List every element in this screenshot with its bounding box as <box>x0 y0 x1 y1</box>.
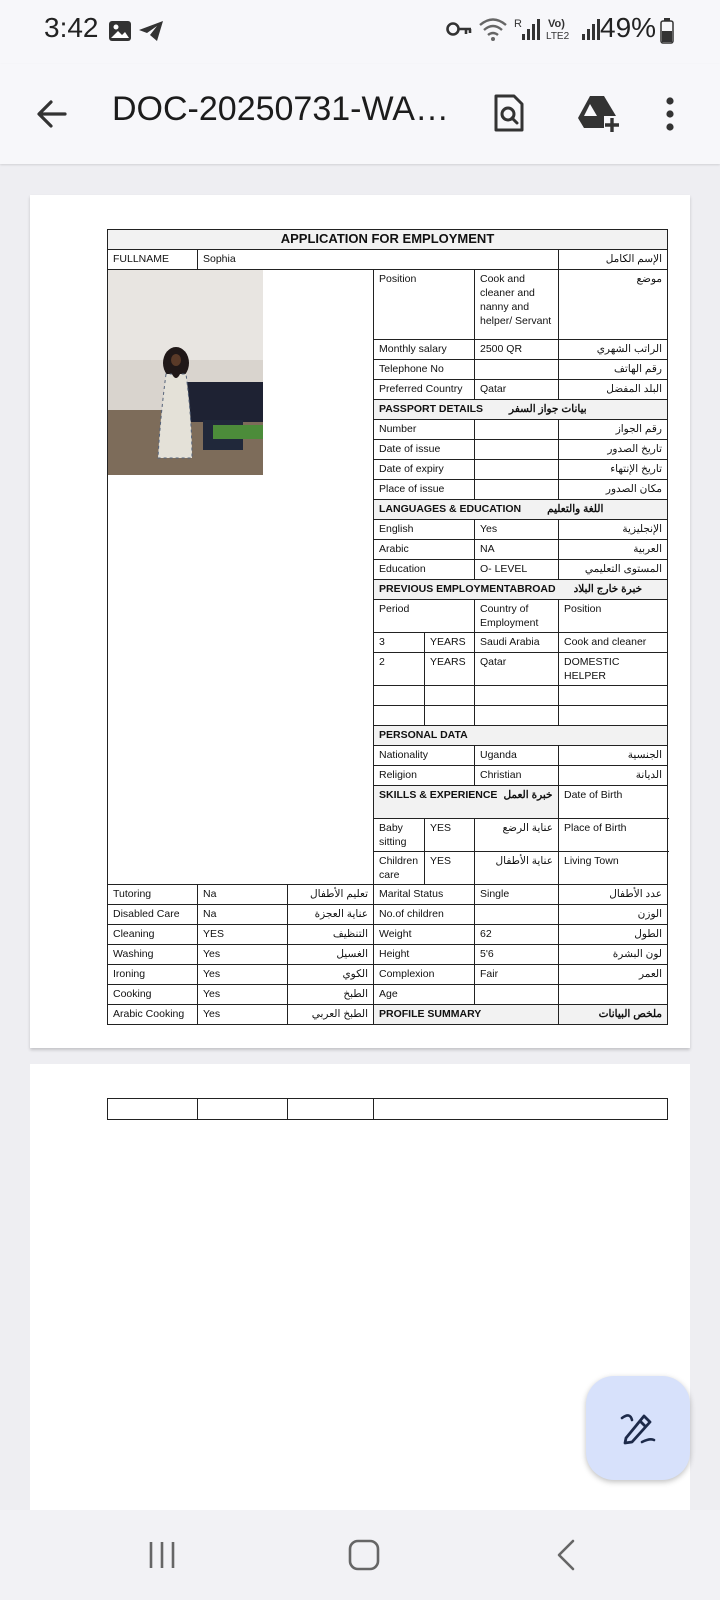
salary-label: Monthly salary <box>374 340 475 360</box>
passport-row-label: Date of expiry <box>374 460 475 480</box>
skills-section-header <box>374 786 559 819</box>
skills-title: SKILLS & EXPERIENCE <box>379 789 498 801</box>
language-row-value: NA <box>475 540 559 560</box>
personal-row-label: Place of Birth <box>559 819 668 852</box>
fullname-label: FULLNAME <box>108 250 198 270</box>
passport-row-label: Place of issue <box>374 480 475 500</box>
personal-row-value <box>475 905 559 925</box>
fullname-ar: الإسم الكامل <box>559 250 668 270</box>
personal-data-section-header: PERSONAL DATA <box>374 726 668 746</box>
personal-row-label: Weight <box>374 925 475 945</box>
personal-row-ar: لون البشرة <box>559 945 668 965</box>
empty-cell <box>559 686 668 706</box>
personal-row-ar: الديانة <box>559 766 668 786</box>
personal-row-value: 62 <box>475 925 559 945</box>
languages-title: LANGUAGES & EDUCATION <box>379 503 522 515</box>
skill-label: Washing <box>108 945 198 965</box>
employment-form-table <box>107 229 668 1025</box>
previous-employment-title: PREVIOUS EMPLOYMENTABROAD <box>379 583 556 595</box>
personal-row-label: Height <box>374 945 475 965</box>
skill-ar: الكوي <box>288 965 374 985</box>
employment-country: Qatar <box>475 653 559 686</box>
svg-text:Vo): Vo) <box>548 18 565 30</box>
edit-pen-icon <box>620 1410 656 1446</box>
back-button[interactable] <box>24 86 80 142</box>
personal-row-ar: الجنسية <box>559 746 668 766</box>
personal-row-label: Religion <box>374 766 475 786</box>
fullname-value: Sophia <box>198 250 559 270</box>
salary-ar: الراتب الشهري <box>559 340 668 360</box>
skill-ar: تعليم الأطفال <box>288 885 374 905</box>
period-unit: YEARS <box>425 653 475 686</box>
chevron-left-icon <box>554 1538 578 1572</box>
skill-label: Cleaning <box>108 925 198 945</box>
skill-label: Baby sitting <box>374 819 425 852</box>
language-row-ar: المستوى التعليمي <box>559 560 668 580</box>
recent-apps-button[interactable] <box>132 1530 192 1580</box>
arrow-left-icon <box>35 97 69 131</box>
document-title: DOC-20250731-WA… <box>112 90 449 128</box>
personal-row-ar <box>559 985 668 1005</box>
period-number: 3 <box>374 633 425 653</box>
position-value: Cook and cleaner and nanny and helper/ Servant <box>475 270 559 340</box>
skill-value: Na <box>198 885 288 905</box>
personal-row-value: 5'6 <box>475 945 559 965</box>
skill-label: Ironing <box>108 965 198 985</box>
passport-row-ar: تاريخ الإنتهاء <box>559 460 668 480</box>
skill-ar: عناية العجزة <box>288 905 374 925</box>
svg-text:LTE2: LTE2 <box>546 31 570 42</box>
passport-row-label: Date of issue <box>374 440 475 460</box>
passport-title-ar: بيانات جواز السفر <box>509 403 587 415</box>
employment-country: Saudi Arabia <box>475 633 559 653</box>
skill-ar: التنظيف <box>288 925 374 945</box>
empty-cell <box>374 1099 668 1120</box>
passport-row-label: Number <box>374 420 475 440</box>
telephone-value <box>475 360 559 380</box>
more-options-button[interactable] <box>650 86 690 142</box>
empty-cell <box>425 686 475 706</box>
preferred-country-value: Qatar <box>475 380 559 400</box>
more-vert-icon <box>665 96 675 132</box>
passport-row-value <box>475 460 559 480</box>
skill-value: Yes <box>198 1005 288 1025</box>
passport-row-ar: مكان الصدور <box>559 480 668 500</box>
skill-ar: عناية الأطفال <box>475 852 559 885</box>
language-row-label: Education <box>374 560 475 580</box>
skill-label: Tutoring <box>108 885 198 905</box>
period-number: 2 <box>374 653 425 686</box>
profile-summary-header: PROFILE SUMMARY <box>374 1005 559 1025</box>
skill-value: Na <box>198 905 288 925</box>
status-icons <box>446 16 602 42</box>
position-ar: موضع <box>559 270 668 340</box>
find-in-document-button[interactable] <box>480 86 536 142</box>
language-row-label: Arabic <box>374 540 475 560</box>
skill-value: YES <box>425 852 475 885</box>
skill-label: Arabic Cooking <box>108 1005 198 1025</box>
status-time: 3:42 <box>44 12 99 43</box>
personal-row-label: Date of Birth <box>559 786 668 819</box>
language-row-ar: العربية <box>559 540 668 560</box>
employment-position: Cook and cleaner <box>559 633 668 653</box>
personal-row-ar: العمر <box>559 965 668 985</box>
languages-section-header <box>374 500 668 520</box>
wifi-icon <box>478 16 508 42</box>
passport-row-value <box>475 420 559 440</box>
svg-text:R: R <box>514 18 522 30</box>
previous-employment-title-ar: خبرة خارج البلاد <box>573 583 643 595</box>
personal-row-label: No.of children <box>374 905 475 925</box>
personal-row-label: Nationality <box>374 746 475 766</box>
passport-row-ar: رقم الجواز <box>559 420 668 440</box>
position-header: Position <box>559 600 668 633</box>
edit-fab-button[interactable] <box>586 1376 690 1480</box>
passport-row-ar: تاريخ الصدور <box>559 440 668 460</box>
skill-value: Yes <box>198 985 288 1005</box>
telephone-label: Telephone No <box>374 360 475 380</box>
skill-value: Yes <box>198 945 288 965</box>
page2-table <box>107 1098 668 1120</box>
personal-row-label: Complexion <box>374 965 475 985</box>
battery-icon <box>660 18 674 44</box>
empty-cell <box>425 706 475 726</box>
system-back-button[interactable] <box>536 1530 596 1580</box>
empty-cell <box>374 686 425 706</box>
personal-row-value: Christian <box>475 766 559 786</box>
empty-cell <box>475 706 559 726</box>
signal-icon <box>580 16 602 42</box>
personal-row-label: Living Town <box>559 852 668 885</box>
personal-row-value <box>475 985 559 1005</box>
passport-row-value <box>475 440 559 460</box>
recents-icon <box>147 1540 177 1570</box>
personal-row-ar: الوزن <box>559 905 668 925</box>
home-icon <box>347 1538 381 1572</box>
drive-add-icon <box>576 94 620 134</box>
personal-row-label: Marital Status <box>374 885 475 905</box>
passport-section-header <box>374 400 668 420</box>
telephone-ar: رقم الهاتف <box>559 360 668 380</box>
skill-value: Yes <box>198 965 288 985</box>
personal-row-value: Single <box>475 885 559 905</box>
empty-cell <box>198 1099 288 1120</box>
preferred-country-label: Preferred Country <box>374 380 475 400</box>
personal-row-ar: عدد الأطفال <box>559 885 668 905</box>
languages-title-ar: اللغة والتعليم <box>547 503 604 515</box>
skill-ar: الطبخ العربي <box>288 1005 374 1025</box>
skill-value: YES <box>198 925 288 945</box>
gallery-icon <box>108 20 132 42</box>
status-bar <box>0 0 720 64</box>
employment-position: DOMESTIC HELPER <box>559 653 668 686</box>
document-search-icon <box>490 94 526 134</box>
skill-label: Disabled Care <box>108 905 198 925</box>
country-header: Country of Employment <box>475 600 559 633</box>
empty-cell <box>108 1099 198 1120</box>
vpn-key-icon <box>446 20 472 38</box>
passport-title: PASSPORT DETAILS <box>379 403 484 415</box>
skill-label: Cooking <box>108 985 198 1005</box>
personal-row-value: Fair <box>475 965 559 985</box>
salary-value: 2500 QR <box>475 340 559 360</box>
signal-r-icon <box>514 16 540 42</box>
language-row-value: O- LEVEL <box>475 560 559 580</box>
personal-row-label: Age <box>374 985 475 1005</box>
home-button[interactable] <box>334 1530 394 1580</box>
volte-icon <box>546 16 574 42</box>
applicant-photo <box>108 270 263 475</box>
system-navigation-bar <box>0 1510 720 1600</box>
skill-ar: الغسيل <box>288 945 374 965</box>
telegram-icon <box>138 20 164 42</box>
add-to-drive-button[interactable] <box>570 86 626 142</box>
profile-summary-ar: ملخص البيانات <box>559 1005 668 1025</box>
language-row-value: Yes <box>475 520 559 540</box>
applicant-photo-cell <box>108 270 374 885</box>
personal-row-ar: الطول <box>559 925 668 945</box>
period-unit: YEARS <box>425 633 475 653</box>
app-toolbar <box>0 64 720 164</box>
empty-cell <box>374 706 425 726</box>
position-label: Position <box>374 270 475 340</box>
preferred-country-ar: البلد المفضل <box>559 380 668 400</box>
skill-ar: عناية الرضع <box>475 819 559 852</box>
skills-title-ar: خبرة العمل <box>503 789 553 801</box>
battery-percent: 49% <box>600 12 657 43</box>
language-row-label: English <box>374 520 475 540</box>
skill-ar: الطبخ <box>288 985 374 1005</box>
personal-row-value: Uganda <box>475 746 559 766</box>
empty-cell <box>475 686 559 706</box>
empty-cell <box>559 706 668 726</box>
skill-label: Children care <box>374 852 425 885</box>
skill-value: YES <box>425 819 475 852</box>
previous-employment-section-header <box>374 580 668 600</box>
empty-cell <box>288 1099 374 1120</box>
period-header: Period <box>374 600 475 633</box>
document-page-1 <box>30 195 690 1048</box>
passport-row-value <box>475 480 559 500</box>
language-row-ar: الإنجليزية <box>559 520 668 540</box>
form-title: APPLICATION FOR EMPLOYMENT <box>108 230 668 250</box>
